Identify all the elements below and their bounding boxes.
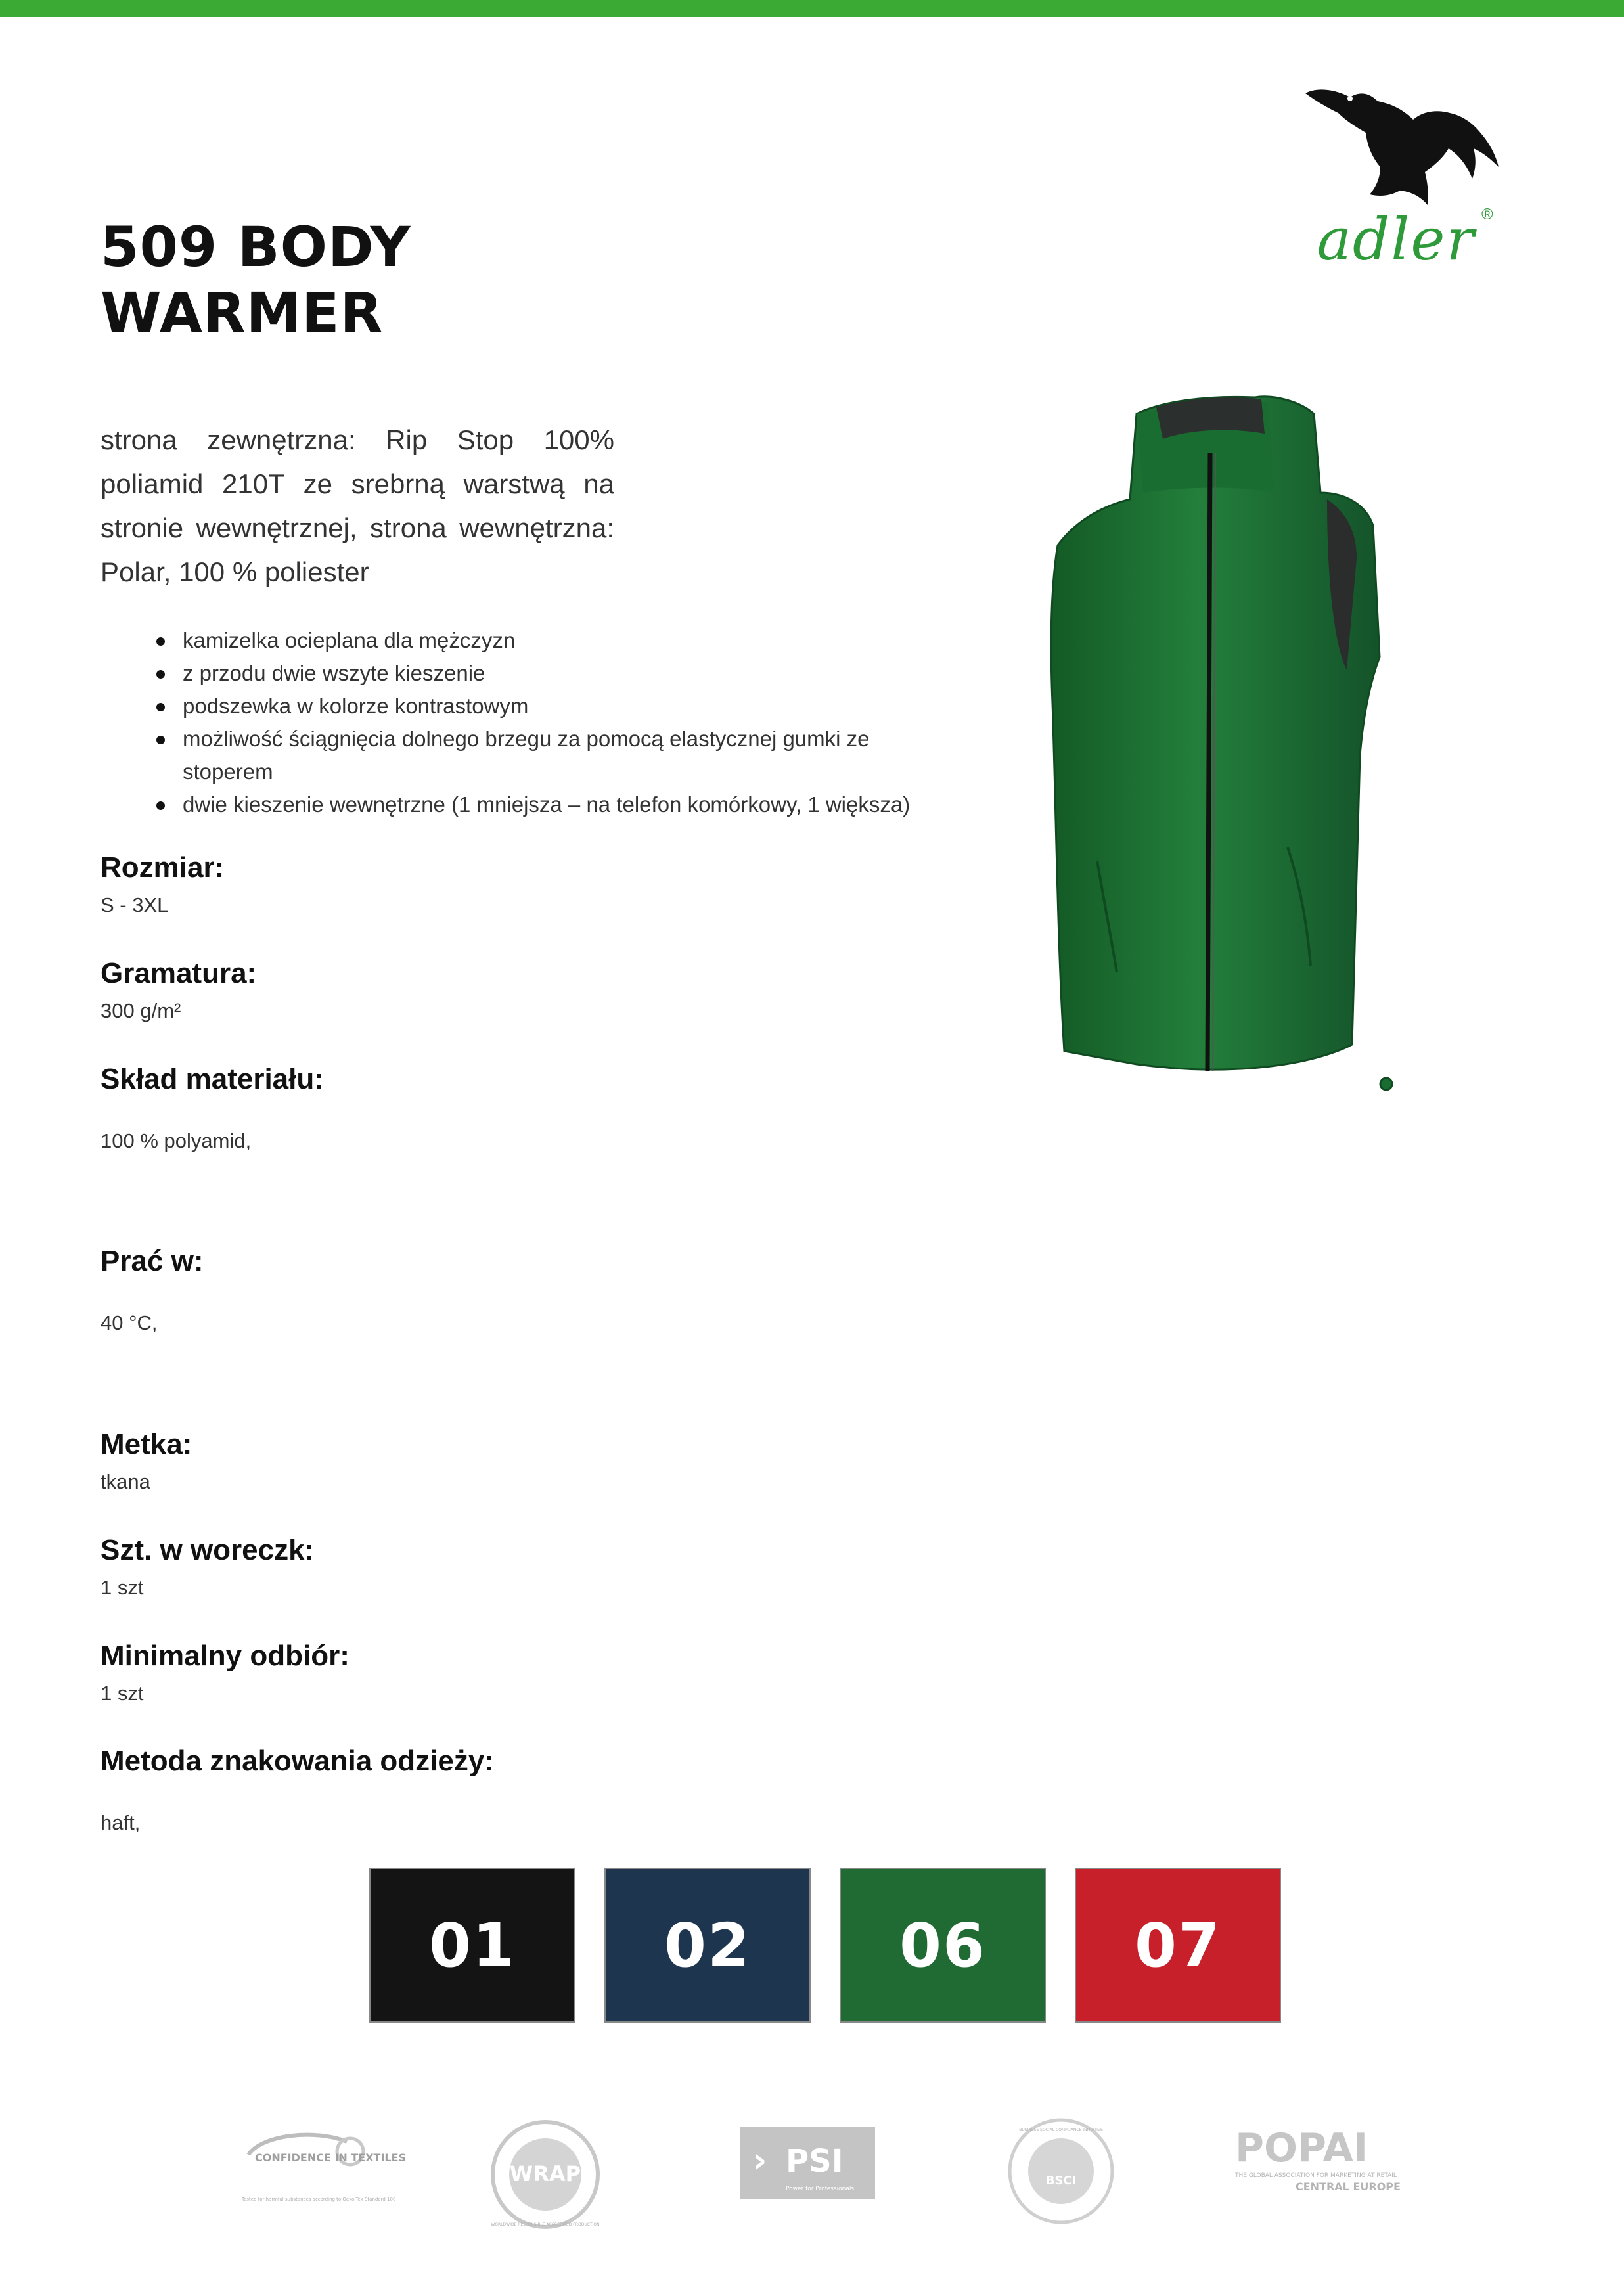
cert-subtext: THE GLOBAL ASSOCIATION FOR MARKETING AT RETAIL	[1235, 2172, 1397, 2179]
spec-label-marking: Metoda znakowania odzieży:	[101, 1745, 494, 1777]
spec-value-pack: 1 szt	[101, 1576, 144, 1599]
spec-label-label: Metka:	[101, 1428, 192, 1460]
color-swatch-02[interactable]	[604, 1868, 811, 2023]
feature-item: podszewka w kolorze kontrastowym	[151, 690, 939, 723]
certification-logos	[0, 2115, 1624, 2234]
spec-label-pack: Szt. w woreczk:	[101, 1534, 315, 1566]
green-vest-image	[1038, 361, 1452, 1104]
spec-value-marking: haft,	[101, 1811, 141, 1834]
feature-item: dwie kieszenie wewnętrzne (1 mniejsza – na telefon komórkowy, 1 większa)	[151, 788, 939, 821]
spec-value-composition: 100 % polyamid,	[101, 1129, 252, 1152]
eagle-icon	[1304, 84, 1501, 215]
cert-text: POPAI	[1235, 2125, 1368, 2171]
feature-list	[151, 624, 939, 821]
wrap-logo	[486, 2115, 604, 2234]
cert-subtext: BUSINESS SOCIAL COMPLIANCE INITIATIVE	[1019, 2128, 1103, 2132]
color-swatch-07[interactable]	[1075, 1868, 1281, 2023]
cert-subtext: Power for Professionals	[786, 2186, 855, 2192]
svg-text:›: ›	[753, 2141, 767, 2180]
spec-label-weight: Gramatura:	[101, 957, 257, 989]
swatch-code: 06	[899, 1910, 987, 1981]
product-title-line2: WARMER	[101, 281, 384, 345]
feature-item: możliwość ściągnięcia dolnego brzegu za pomocą elastycznej gumki ze stoperem	[151, 723, 939, 788]
registered-icon: ®	[1481, 206, 1493, 223]
swatch-code: 07	[1134, 1910, 1222, 1981]
top-accent-bar	[0, 0, 1624, 17]
spec-label-wash: Prać w:	[101, 1245, 204, 1277]
bsci-logo	[1005, 2115, 1117, 2227]
spec-label-size: Rozmiar:	[101, 851, 225, 884]
cert-text: CONFIDENCE IN TEXTILES	[255, 2151, 407, 2164]
oeko-tex-confidence-logo	[235, 2115, 407, 2220]
product-title-line1: 509 BODY	[101, 215, 411, 279]
feature-item: z przodu dwie wszyte kieszenie	[151, 657, 939, 690]
cert-subtext2: CENTRAL EUROPE	[1296, 2180, 1401, 2193]
spec-value-weight: 300 g/m²	[101, 999, 181, 1022]
adler-logo	[1304, 84, 1501, 275]
popai-logo	[1235, 2122, 1412, 2201]
cert-text: WRAP	[509, 2161, 581, 2186]
spec-value-size: S - 3XL	[101, 893, 169, 916]
product-title	[101, 214, 692, 346]
swatch-code: 02	[664, 1910, 752, 1981]
psi-logo	[740, 2127, 875, 2206]
swatch-code: 01	[428, 1910, 516, 1981]
cert-subtext: WORLDWIDE RESPONSIBLE ACCREDITED PRODUCTION	[491, 2222, 600, 2227]
cert-text: PSI	[786, 2143, 844, 2180]
spec-value-wash: 40 °C,	[101, 1311, 158, 1334]
color-swatch-06[interactable]	[840, 1868, 1046, 2023]
cert-subtext: Tested for harmful substances according to Oeko-Tex Standard 100	[242, 2197, 396, 2202]
spec-value-min-order: 1 szt	[101, 1682, 144, 1705]
spec-value-label: tkana	[101, 1470, 150, 1493]
color-swatches	[369, 1868, 1282, 2024]
color-swatch-01[interactable]	[369, 1868, 575, 2023]
cert-text: BSCI	[1045, 2174, 1077, 2188]
spec-label-min-order: Minimalny odbiór:	[101, 1640, 350, 1672]
spec-label-composition: Skład materiału:	[101, 1063, 324, 1095]
material-description: strona zewnętrzna: Rip Stop 100% poliamid 210T ze srebrną warstwą na stronie wewnętrznej, strona wewnętrzna: Polar, 100 % poliester	[101, 424, 614, 587]
feature-item: kamizelka ocieplana dla mężczyzn	[151, 624, 939, 657]
logo-wordmark: adler	[1317, 206, 1476, 273]
